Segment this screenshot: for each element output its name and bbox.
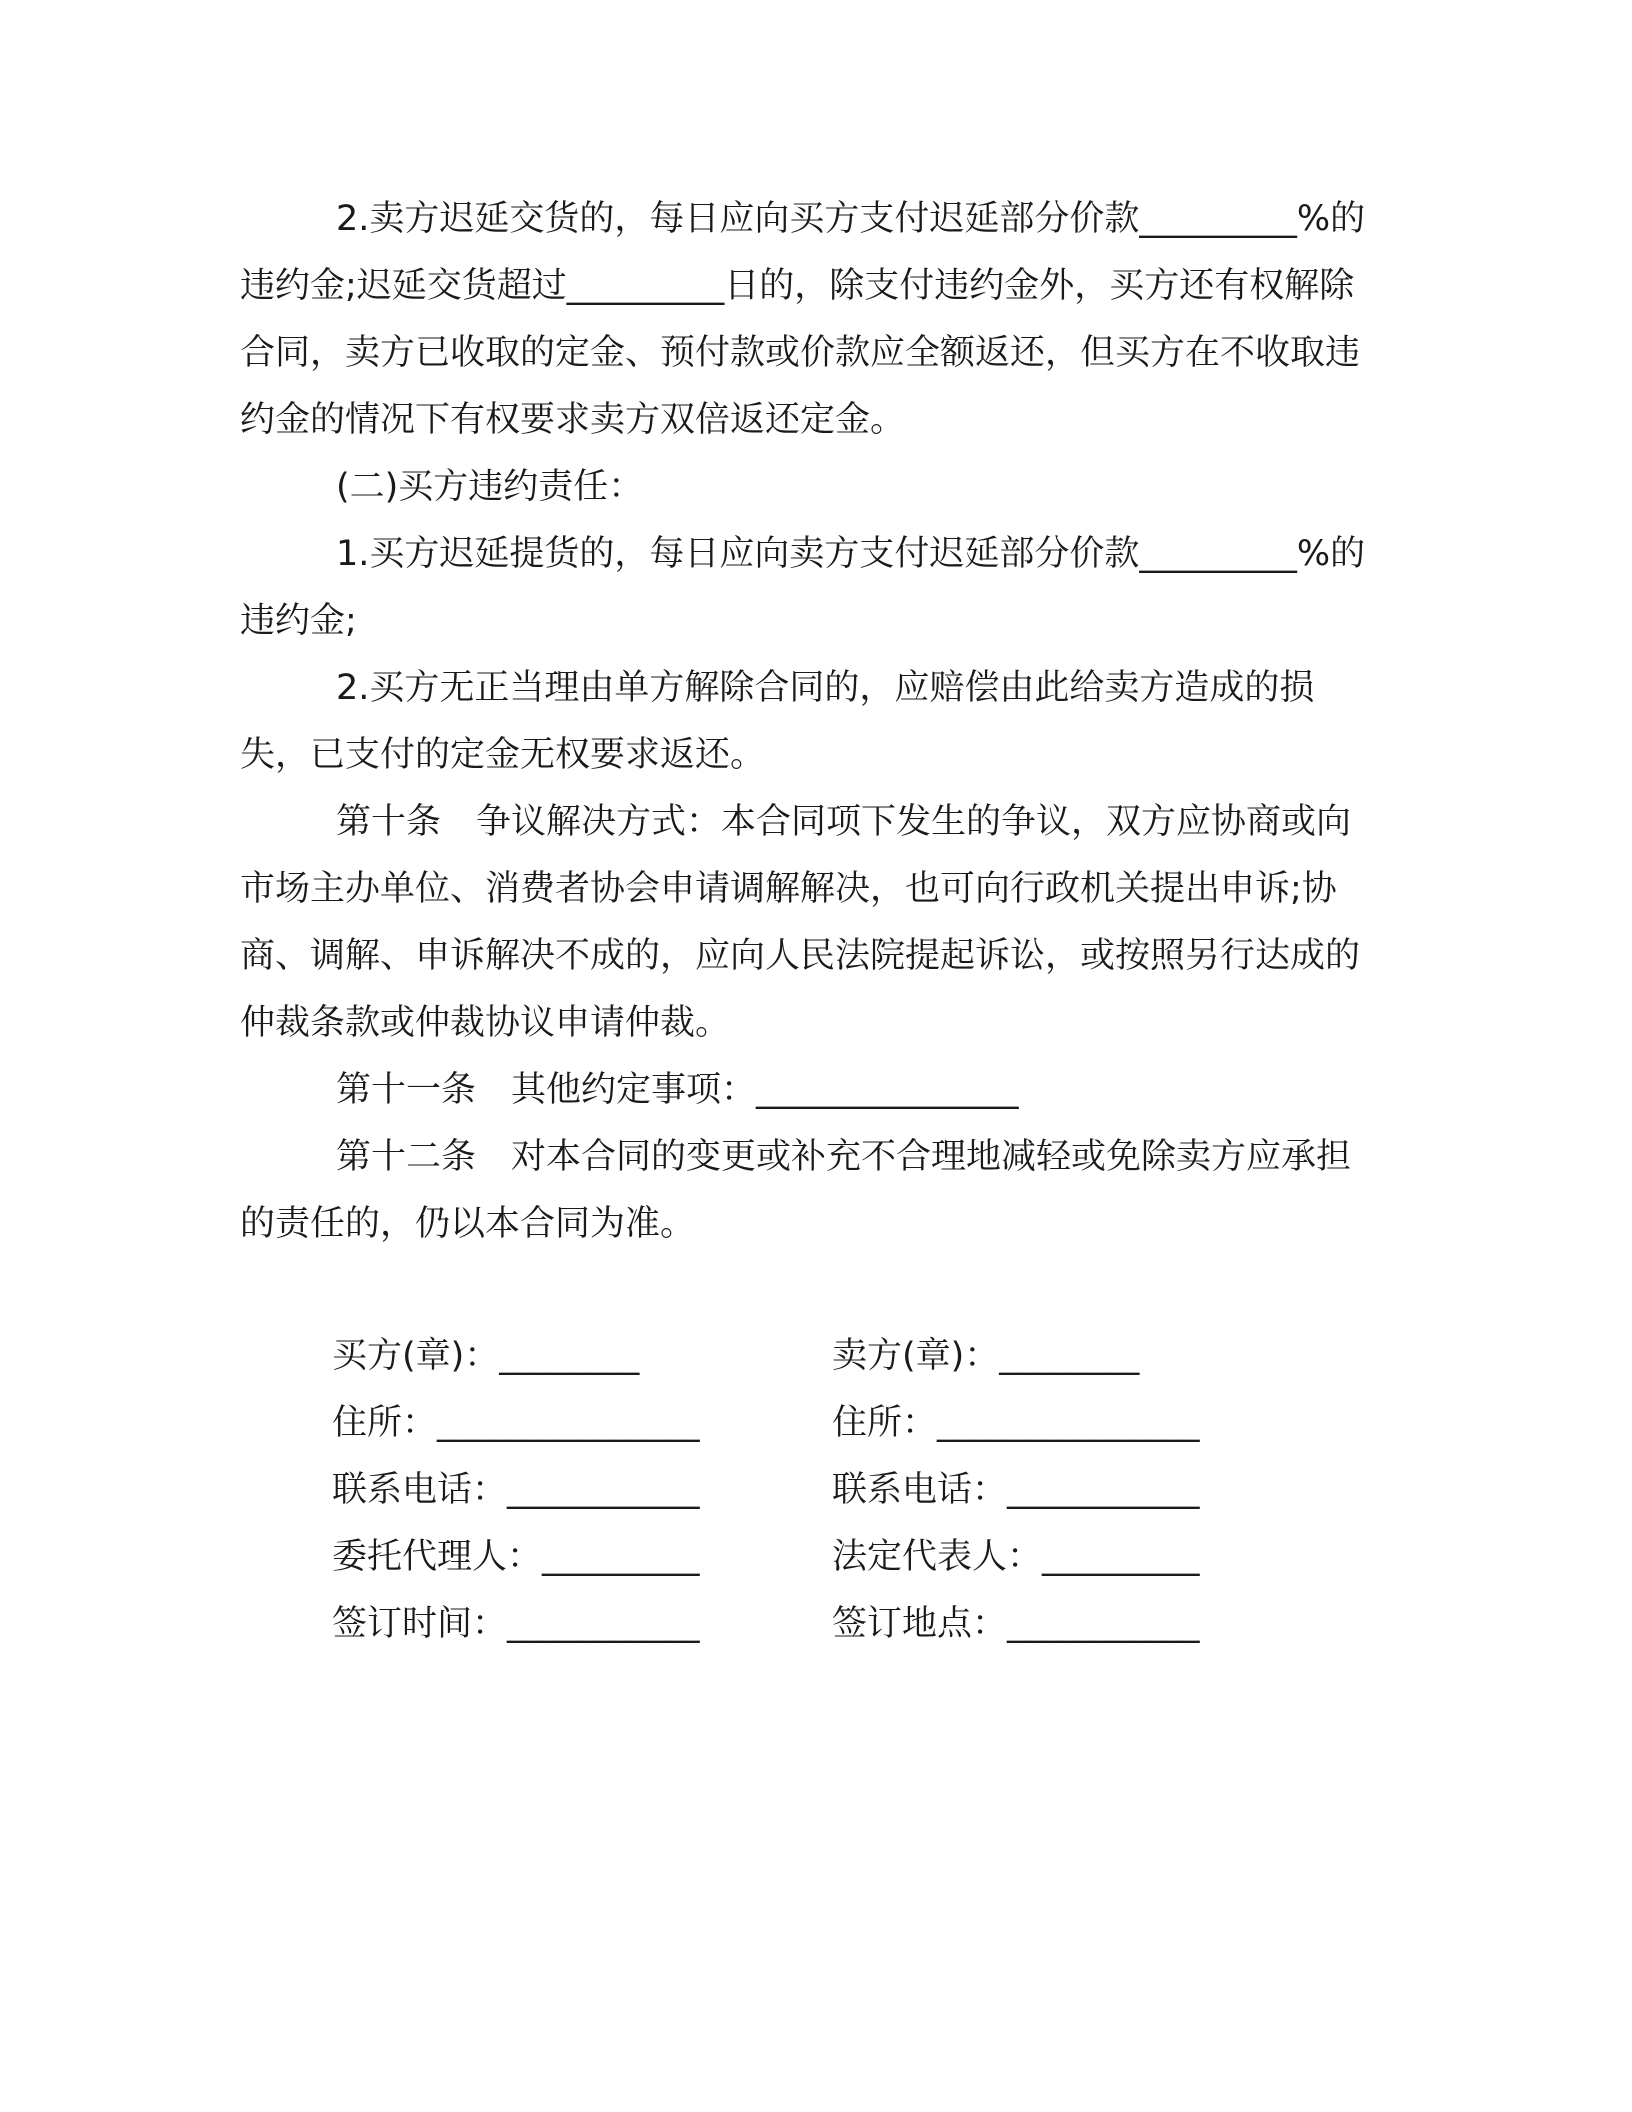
signature-row-representative — [0, 1524, 1632, 1591]
seller-legal-rep-field: 法定代表人：_________ — [832, 1537, 1200, 1577]
buyer-phone-field: 联系电话：___________ — [332, 1470, 700, 1510]
signature-row-time-place — [0, 1591, 1632, 1658]
seller-phone-field: 联系电话：___________ — [832, 1470, 1200, 1510]
buyer-agent-field: 委托代理人：_________ — [332, 1537, 700, 1577]
signing-time-field: 签订时间：___________ — [332, 1604, 700, 1644]
signing-place-field: 签订地点：___________ — [832, 1604, 1200, 1644]
paragraph-buyer-termination: 2.买方无正当理由单方解除合同的，应赔偿由此给卖方造成的损失，已支付的定金无权要求返还。 — [240, 668, 1315, 775]
buyer-seal-field: 买方(章)：________ — [332, 1336, 640, 1376]
signature-block — [0, 1323, 1632, 1658]
paragraph-buyer-delay-pickup: 1.买方迟延提货的，每日应向卖方支付迟延部分价款_________%的违约金; — [240, 534, 1366, 641]
buyer-address-field: 住所：_______________ — [332, 1403, 700, 1443]
paragraph-seller-delay-delivery: 2.卖方迟延交货的，每日应向买方支付迟延部分价款_________%的违约金;迟延交货超过_________日的，除支付违约金外，买方还有权解除合同，卖方已收取的定金、预付款或价款应全额返还，但买方在不收取违约金的情况下有权要求卖方双倍返还定金。 — [240, 199, 1366, 440]
seller-address-field: 住所：_______________ — [832, 1403, 1200, 1443]
heading-buyer-liability: (二)买方违约责任： — [336, 467, 644, 507]
article-11-other-matters: 第十一条 其他约定事项：_______________ — [336, 1070, 1019, 1110]
seller-seal-field: 卖方(章)：________ — [832, 1336, 1140, 1376]
contract-body — [240, 186, 1380, 1258]
article-12-amendments: 第十二条 对本合同的变更或补充不合理地减轻或免除卖方应承担的责任的，仍以本合同为准。 — [240, 1137, 1352, 1244]
signature-row-address — [0, 1390, 1632, 1457]
article-10-dispute-resolution: 第十条 争议解决方式：本合同项下发生的争议，双方应协商或向市场主办单位、消费者协会申请调解解决，也可向行政机关提出申诉;协商、调解、申诉解决不成的，应向人民法院提起诉讼，或按照另行达成的仲裁条款或仲裁协议申请仲裁。 — [240, 802, 1361, 1043]
signature-row-seal — [0, 1323, 1632, 1390]
signature-row-phone — [0, 1457, 1632, 1524]
